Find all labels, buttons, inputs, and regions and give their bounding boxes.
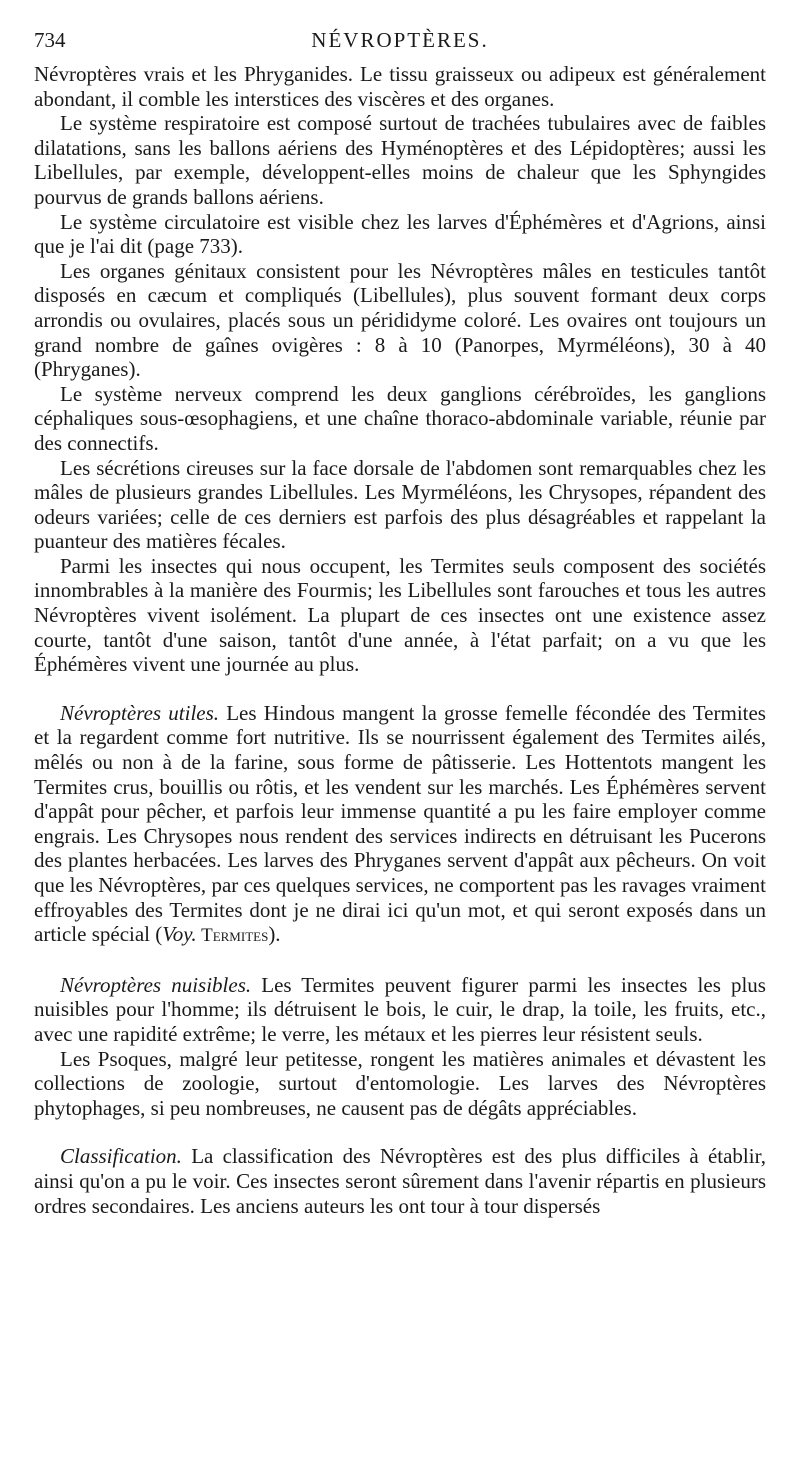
cross-reference-voy: Voy. (162, 922, 197, 947)
paragraph: Le système nerveux comprend les deux ganglions cérébroïdes, les ganglions céphaliques sous-œsophagiens, et une chaîne thoraco-abdominale variable, réunie par des connectifs. (34, 381, 766, 455)
cross-reference-end: ). (268, 922, 281, 947)
paragraph-body: Les Hindous mangent la grosse femelle fécondée des Termites et la regardent comme fort nutritive. Ils se nourrissent également des Termites ailés, mêlés ou non à de la farine, sous forme de pâtisserie. Les Hottentots mangent les Termites crus, bouillis ou rôtis, et les vendent sur les marchés. Les Éphémères servent d'appât pour pêcher, et parfois leur immense quantité a pu les faire employer comme engrais. Les Chrysopes nous rendent des services indirects en détruisant les Pucerons des plantes herbacées. Les larves des Phryganes servent d'appât aux pêcheurs. On voit que les Névroptères, par ces quelques services, ne comportent pas les ravages vraiment effroyables des Termites dont je ne dirai ici qu'un mot, et qui seront exposés dans un article spécial ( (34, 700, 766, 947)
section-lead-useful: Névroptères utiles. (60, 700, 220, 725)
paragraph: Les organes génitaux consistent pour les Névroptères mâles en testicules tantôt disposés en cæcum et compliqués (Libellules), plus souvent formant deux corps arrondis ou ovulaires, placés sous un pérididyme coloré. Les ovaires ont toujours un grand nombre de gaînes ovigères : 8 à 10 (Panorpes, Myrméléons), 30 à 40 (Phryganes). (34, 258, 766, 382)
paragraph: Le système respiratoire est composé surtout de trachées tubulaires avec de faibles dilatations, sans les ballons aériens des Hyménoptères et des Lépidoptères; aussi les Libellules, par exemple, développent-elles moins de chaleur que les Sphyngides pourvus de grands ballons aériens. (34, 111, 766, 209)
section-lead-harmful: Névroptères nuisibles. (60, 972, 252, 997)
running-title: NÉVROPTÈRES. (311, 28, 489, 52)
cross-reference-termites: Termites (196, 925, 269, 947)
paragraph: Névroptères vrais et les Phryganides. Le tissu graisseux ou adipeux est généralement abondant, il comble les interstices des viscères et des organes. (34, 62, 766, 111)
paragraph-useful-neuroptera (34, 701, 766, 949)
paragraph-body: La classification des Névroptères est des plus difficiles à établir, ainsi qu'on a pu le voir. Ces insectes seront sûrement dans l'avenir répartis en plusieurs ordres secondaires. Les anciens auteurs les ont tour à tour dispersés (34, 1144, 766, 1218)
paragraph: Parmi les insectes qui nous occupent, les Termites seuls composent des sociétés innombrables à la manière des Fourmis; les Libellules sont farouches et tous les autres Névroptères vivent isolément. La plupart de ces insectes ont une existence assez courte, tantôt d'une saison, tantôt d'une année, à l'état parfait; on a vu que les Éphémères vivent une journée au plus. (34, 553, 766, 677)
paragraph-harmful-neuroptera (34, 973, 766, 1047)
paragraph: Les Psoques, malgré leur petitesse, rongent les matières animales et dévastent les collections de zoologie, surtout d'entomologie. Les larves des Névroptères phytophages, si peu nombreuses, ne causent pas de dégâts appréciables. (34, 1046, 766, 1120)
paragraph-classification (34, 1144, 766, 1218)
book-page (34, 28, 766, 1218)
page-number: 734 (34, 28, 66, 52)
page-header (34, 28, 766, 62)
paragraph-body: Les Termites peuvent figurer parmi les insectes les plus nuisibles pour l'homme; ils détruisent le bois, le cuir, le drap, la toile, les fruits, etc., avec une rapidité extrême; le verre, les métaux et les pierres leur résistent seuls. (34, 972, 766, 1046)
section-lead-classification: Classification. (60, 1144, 182, 1169)
paragraph: Le système circulatoire est visible chez les larves d'Éphémères et d'Agrions, ainsi que je l'ai dit (page 733). (34, 209, 766, 259)
paragraph: Les sécrétions cireuses sur la face dorsale de l'abdomen sont remarquables chez les mâles de plusieurs grandes Libellules. Les Myrméléons, les Chrysopes, répandent des odeurs variées; celle de ces derniers est parfois des plus désagréables et rappelant la puanteur des matières fécales. (34, 455, 766, 554)
